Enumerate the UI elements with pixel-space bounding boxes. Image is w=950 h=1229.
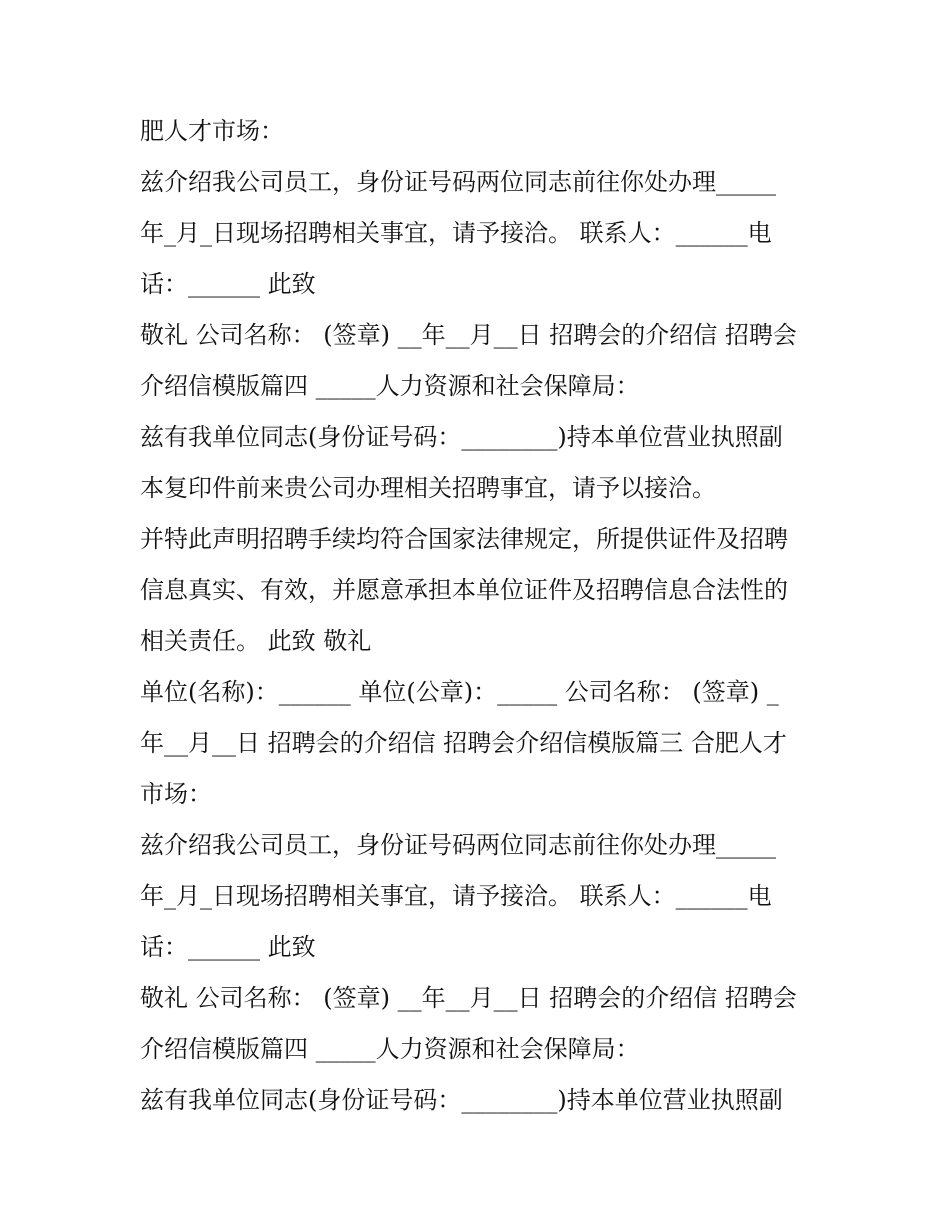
text-line: 年__月__日 招聘会的介绍信 招聘会介绍信模版篇三 合肥人才 xyxy=(140,729,787,757)
document-body xyxy=(140,106,820,1126)
text-line: 敬礼 公司名称： (签章) __年__月__日 招聘会的介绍信 招聘会 xyxy=(140,984,797,1012)
text-line: 年_月_日现场招聘相关事宜，请予接洽。 联系人：______电 xyxy=(140,219,772,247)
text-line: 信息真实、有效，并愿意承担本单位证件及招聘信息合法性的 xyxy=(140,576,788,604)
text-line: 兹有我单位同志(身份证号码：________)持本单位营业执照副 xyxy=(140,423,783,451)
text-line: 话：______ 此致 xyxy=(140,933,316,961)
text-line: 并特此声明招聘手续均符合国家法律规定，所提供证件及招聘 xyxy=(140,525,788,553)
text-line: 市场： xyxy=(140,780,212,808)
text-line: 肥人才市场： xyxy=(140,117,284,145)
text-line: 年_月_日现场招聘相关事宜，请予接洽。 联系人：______电 xyxy=(140,882,772,910)
text-line: 兹介绍我公司员工，身份证号码两位同志前往你处办理_____ xyxy=(140,831,776,859)
text-line: 本复印件前来贵公司办理相关招聘事宜，请予以接洽。 xyxy=(140,474,716,502)
text-line: 兹介绍我公司员工，身份证号码两位同志前往你处办理_____ xyxy=(140,168,776,196)
text-line: 介绍信模版篇四 _____人力资源和社会保障局： xyxy=(140,1035,640,1063)
text-line: 相关责任。 此致 敬礼 xyxy=(140,627,372,655)
text-line: 兹有我单位同志(身份证号码：________)持本单位营业执照副 xyxy=(140,1086,783,1114)
text-line: 敬礼 公司名称： (签章) __年__月__日 招聘会的介绍信 招聘会 xyxy=(140,321,797,349)
text-line: 单位(名称)：______ 单位(公章)：_____ 公司名称： (签章) _ xyxy=(140,678,779,706)
text-line: 介绍信模版篇四 _____人力资源和社会保障局： xyxy=(140,372,640,400)
text-line: 话：______ 此致 xyxy=(140,270,316,298)
